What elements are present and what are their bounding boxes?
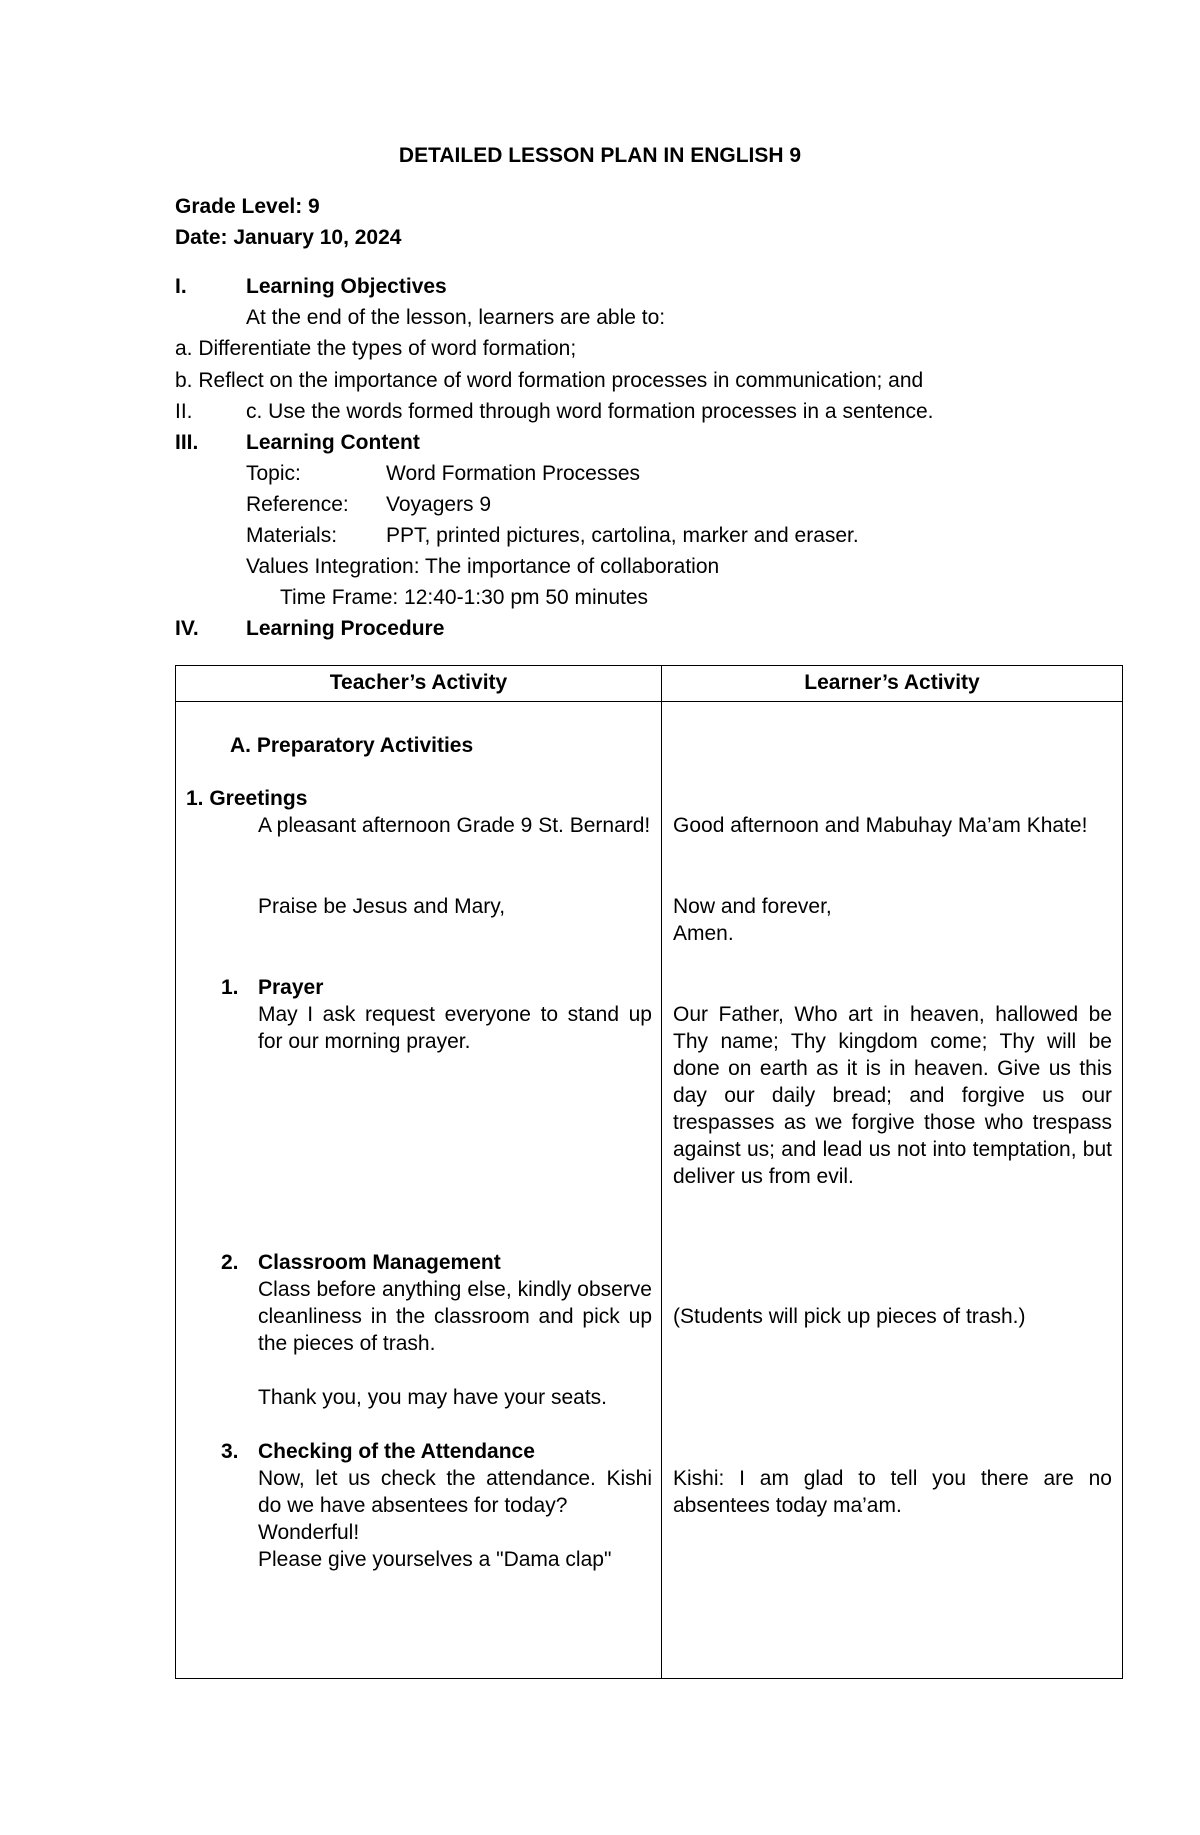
grade-level: Grade Level: 9 [175,195,320,218]
management-learner-text: (Students will pick up pieces of trash.) [673,1305,1026,1328]
procedure-numeral: IV. [175,617,199,640]
section-preparatory-activities: A. Preparatory Activities [230,734,474,757]
learner-activity-header: Learner’s Activity [804,671,980,694]
attendance-number: 3. [221,1440,239,1463]
management-heading: Classroom Management [258,1251,501,1274]
values-integration: Values Integration: The importance of collaboration [246,555,720,578]
prayer-number: 1. [221,976,239,999]
procedure-table [175,665,1123,1679]
attendance-learner-text: Kishi: I am glad to tell you there are no absentees today ma’am. [673,1467,1112,1517]
greetings-teacher-text: A pleasant afternoon Grade 9 St. Bernard! [258,814,651,837]
attendance-teacher-wonderful: Wonderful! [258,1521,360,1544]
greetings-heading: 1. Greetings [186,787,308,810]
greetings-teacher-praise: Praise be Jesus and Mary, [258,895,506,918]
topic-value: Word Formation Processes [386,462,641,485]
reference-label: Reference: [246,493,349,516]
management-teacher-text: Class before anything else, kindly observe cleanliness in the classroom and pick up the pieces of trash. [258,1278,652,1355]
objectives-numeral: I. [175,275,187,298]
greetings-learner-response [673,893,1112,947]
table-column-divider [661,666,662,1678]
lesson-date: Date: January 10, 2024 [175,226,402,249]
reference-value: Voyagers 9 [386,493,492,516]
prayer-teacher-text: May I ask request everyone to stand up for our morning prayer. [258,1003,652,1053]
materials-value: PPT, printed pictures, cartolina, marker and eraser. [386,524,859,547]
table-header-divider [176,701,1122,702]
topic-label: Topic: [246,462,301,485]
objectives-intro: At the end of the lesson, learners are able to: [246,306,666,329]
objectives-heading: Learning Objectives [246,275,447,298]
attendance-heading: Checking of the Attendance [258,1440,535,1463]
greetings-learner-response-line1: Now and forever, [673,895,832,918]
document-title: DETAILED LESSON PLAN IN ENGLISH 9 [398,144,802,167]
time-frame: Time Frame: 12:40-1:30 pm 50 minutes [280,586,649,609]
content-heading: Learning Content [246,431,420,454]
attendance-teacher-question: Now, let us check the attendance. Kishi do we have absentees for today? [258,1467,652,1517]
prayer-learner-text: Our Father, Who art in heaven, hallowed be Thy name; Thy kingdom come; Thy will be done on earth as it is in heaven. Give us this day our daily bread; and forgive us our trespasses as we forgive those who trespass against us; and lead us not into temptation, but deliver us from evil. [673,1003,1112,1188]
content-numeral: III. [175,431,199,454]
management-teacher-thanks: Thank you, you may have your seats. [258,1386,608,1409]
management-number: 2. [221,1251,239,1274]
materials-label: Materials: [246,524,338,547]
attendance-teacher-block [258,1465,652,1573]
greetings-learner-response-line2: Amen. [673,922,734,945]
objective-item-c: c. Use the words formed through word formation processes in a sentence. [246,400,934,423]
greetings-learner-text: Good afternoon and Mabuhay Ma’am Khate! [673,814,1088,837]
prayer-heading: Prayer [258,976,324,999]
procedure-heading: Learning Procedure [246,617,445,640]
attendance-teacher-clap: Please give yourselves a "Dama clap" [258,1548,612,1571]
objective-item-b: b. Reflect on the importance of word formation processes in communication; and [175,369,924,392]
objective-item-c-numeral: II. [175,400,193,423]
teacher-activity-header: Teacher’s Activity [329,671,508,694]
objective-item-a: a. Differentiate the types of word formation; [175,337,577,360]
